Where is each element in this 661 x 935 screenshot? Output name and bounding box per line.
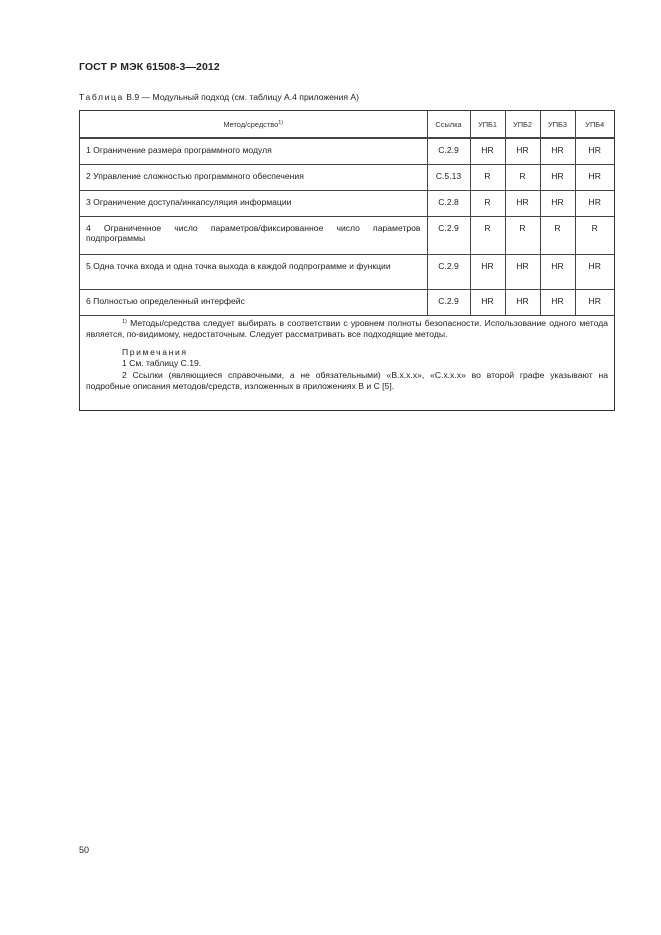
footnote-mark: 1): [122, 319, 127, 325]
row-ref: С.2.9: [427, 254, 470, 289]
row-method: 2 Управление сложностью программного обеспечения: [80, 164, 427, 190]
row-sil1: HR: [470, 138, 505, 164]
table-row: [80, 164, 614, 190]
row-ref: С.5.13: [427, 164, 470, 190]
row-sil1: HR: [470, 254, 505, 289]
column-header-sil3: УПБ3: [540, 111, 575, 138]
row-sil3: HR: [540, 190, 575, 216]
row-sil3: HR: [540, 254, 575, 289]
document-header: ГОСТ Р МЭК 61508-3—2012: [79, 61, 220, 73]
row-sil2: HR: [505, 138, 540, 164]
row-sil4: HR: [575, 254, 614, 289]
column-header-sil1: УПБ1: [470, 111, 505, 138]
table-notes: [80, 317, 614, 392]
row-method: 4 Ограниченное число параметров/фиксированное число параметров подпрограммы: [80, 216, 427, 254]
row-sil3: HR: [540, 164, 575, 190]
row-sil4: HR: [575, 289, 614, 315]
table-caption: [79, 92, 359, 102]
note-1: 1 См. таблицу С.19.: [122, 358, 202, 369]
table-row: [80, 190, 614, 216]
row-ref: С.2.9: [427, 216, 470, 254]
row-sil4: HR: [575, 138, 614, 164]
table-caption-label: Таблица: [79, 92, 124, 102]
table-caption-text: В.9 — Модульный подход (см. таблицу А.4 приложения А): [123, 92, 360, 102]
column-header-footnote-mark: 1): [278, 119, 284, 126]
methods-table: [80, 111, 614, 316]
row-sil4: R: [575, 216, 614, 254]
row-ref: С.2.9: [427, 138, 470, 164]
table-row: [80, 254, 614, 289]
table-frame: [79, 110, 615, 411]
table-header-row: [80, 111, 614, 138]
table-row: [80, 138, 614, 164]
row-sil2: HR: [505, 190, 540, 216]
row-method: 3 Ограничение доступа/инкапсуляция информации: [80, 190, 427, 216]
row-sil2: R: [505, 216, 540, 254]
row-ref: С.2.9: [427, 289, 470, 315]
table-row: [80, 216, 614, 254]
row-sil2: HR: [505, 289, 540, 315]
row-sil4: HR: [575, 164, 614, 190]
note-2: 2 Ссылки (являющиеся справочными, а не обязательными) «В.х.х.х», «С.х.х.х» во второй графе указывают на подробные описания методов/средств, изложенных в приложениях В и С [5].: [86, 369, 608, 392]
row-sil3: HR: [540, 289, 575, 315]
row-sil1: R: [470, 164, 505, 190]
column-header-sil2: УПБ2: [505, 111, 540, 138]
column-header-method: Метод/средство$^{1)}$: [80, 111, 427, 138]
column-header-ref: Ссылка: [427, 111, 470, 138]
row-sil3: R: [540, 216, 575, 254]
row-method: 5 Одна точка входа и одна точка выхода в каждой подпрограмме и функции: [80, 254, 427, 289]
row-ref: С.2.8: [427, 190, 470, 216]
row-sil4: HR: [575, 190, 614, 216]
notes-heading: Примечания: [122, 346, 188, 357]
table-row: [80, 289, 614, 315]
row-sil3: HR: [540, 138, 575, 164]
column-header-sil4: УПБ4: [575, 111, 614, 138]
page-number: 50: [79, 845, 90, 855]
row-method: 1 Ограничение размера программного модуля: [80, 138, 427, 164]
row-sil2: HR: [505, 254, 540, 289]
footnote: [86, 317, 608, 341]
row-sil1: R: [470, 190, 505, 216]
footnote-text: Методы/средства следует выбирать в соответствии с уровнем полноты безопасности. Использование одного метода является, по-видимому, недостаточным. Следует рассматривать все подходящие методы.: [86, 318, 608, 340]
row-method: 6 Полностью определенный интерфейс: [80, 289, 427, 315]
row-sil2: R: [505, 164, 540, 190]
row-sil1: HR: [470, 289, 505, 315]
row-sil1: R: [470, 216, 505, 254]
